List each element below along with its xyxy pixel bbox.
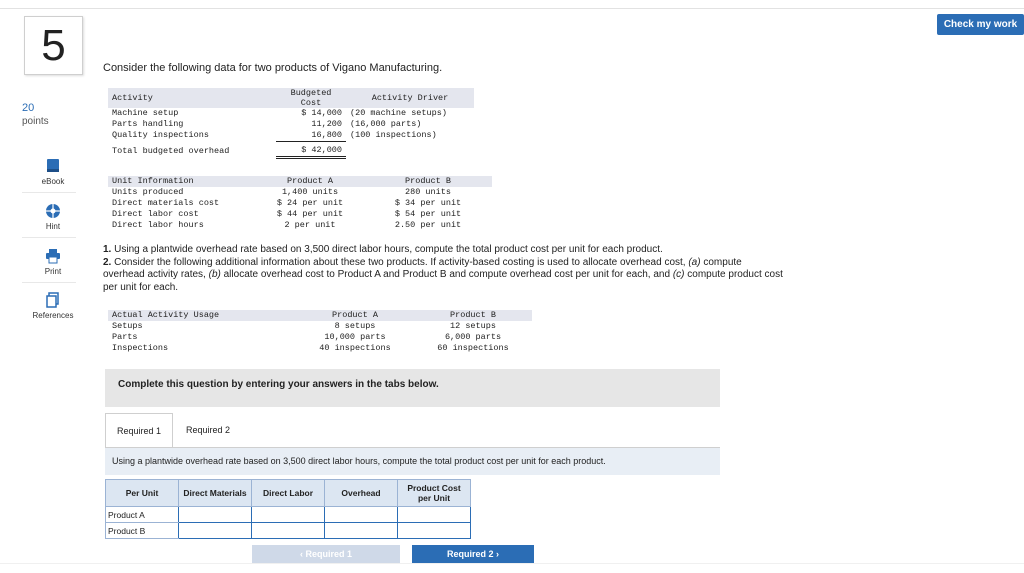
tab-required-2[interactable]: Required 2 [175,413,241,447]
row-product-b: 60 inspections [437,343,509,353]
row-label: Direct labor hours [112,220,204,230]
header-activity-driver: Activity Driver [346,88,474,108]
total-cost: $ 42,000 [276,142,346,158]
chevron-left-icon: ‹ [299,549,303,559]
header-unit-information: Unit Information [108,176,256,187]
row-cost: $ 14,000 [301,108,342,118]
row-product-b: 6,000 parts [444,332,502,342]
print-icon [45,248,61,264]
references-button[interactable] [20,292,86,320]
row-product-b: 2.50 per unit [394,220,462,230]
panel-text: Complete this question by entering your answers in the tabs below. [118,379,439,390]
row-product-a: 2 per unit [284,220,336,230]
table-header-row [108,88,474,108]
product-b-direct-labor-input[interactable] [252,523,325,539]
references-label: References [32,311,74,320]
row-label: Direct materials cost [112,198,220,208]
question-number: 5 [24,16,83,75]
row-activity: Machine setup [112,108,179,118]
hint-label: Hint [45,222,61,231]
product-a-direct-materials-input[interactable] [179,507,252,523]
instruction-part-c-text: compute product cost per unit for each. [103,269,783,293]
row-product-a: 1,400 units [281,187,339,197]
table-row [108,130,474,142]
header-cost-line1: Budgeted [290,88,332,98]
table-row [108,332,532,343]
answer-table [105,479,471,539]
row-label: Direct labor cost [112,209,199,219]
row-product-a: 40 inspections [319,343,391,353]
row-label: Setups [112,321,143,331]
table-row [108,209,492,220]
next-required-button[interactable] [412,545,534,563]
instruction-2-text: Consider the following additional information about these two products. If activity-based costing is used to allocate overhead cost, [114,256,686,268]
row-product-b: 12 setups [450,321,496,331]
header-per-unit: Per Unit [106,480,179,507]
ebook-label: eBook [41,177,65,186]
row-product-a: 10,000 parts [324,332,386,342]
tab-required-1[interactable]: Required 1 [105,413,173,448]
overhead-table [108,88,474,159]
print-button[interactable] [20,248,86,276]
table-header-row [108,310,532,321]
table-row [108,343,532,354]
header-direct-materials: Direct Materials [179,480,252,507]
row-product-b: $ 54 per unit [394,209,462,219]
instruction-1-text: Using a plantwide overhead rate based on 3,500 direct labor hours, compute the total product cost per unit for each product. [114,244,663,255]
header-direct-labor: Direct Labor [252,480,325,507]
previous-required-button[interactable] [252,545,400,563]
activity-usage-table [108,310,532,354]
question-instructions [103,244,783,294]
row-product-a: $ 24 per unit [276,198,344,208]
header-activity-usage: Actual Activity Usage [108,310,296,321]
row-activity: Quality inspections [112,130,209,141]
instruction-part-a: (a) [688,256,701,268]
row-product-b: $ 34 per unit [394,198,462,208]
instruction-part-b: (b) [208,269,221,280]
header-product-a: Product A [296,310,414,321]
next-label: Required 2 [446,549,494,559]
row-label-product-b: Product B [106,523,179,539]
header-overhead: Overhead [325,480,398,507]
hint-button[interactable] [20,203,86,231]
answer-row-product-b [106,523,471,539]
instruction-part-a-text: compute overhead activity rates, [103,256,742,280]
points-indicator [22,102,49,128]
header-product-a: Product A [256,176,364,187]
row-product-a: $ 44 per unit [276,209,344,219]
question-intro: Consider the following data for two products of Vigano Manufacturing. [103,62,443,74]
ebook-button[interactable] [20,158,86,186]
check-my-work-button[interactable]: Check my work [937,14,1024,35]
header-cost-line2: Cost [300,98,322,108]
points-label: points [22,116,49,127]
product-a-product-cost-input[interactable] [398,507,471,523]
header-product-b: Product B [414,310,532,321]
row-cost: 11,200 [311,119,342,129]
product-b-direct-materials-input[interactable] [179,523,252,539]
row-product-a: 8 setups [334,321,376,331]
instruction-2-number: 2. [103,256,112,268]
row-label-product-a: Product A [106,507,179,523]
product-b-overhead-input[interactable] [325,523,398,539]
row-activity: Parts handling [112,119,184,129]
row-label: Inspections [112,343,169,353]
instruction-part-b-text: allocate overhead cost to Product A and Product B and compute overhead cost per unit for each, and [223,269,671,280]
references-icon [45,292,61,308]
header-budgeted-cost [276,88,346,108]
table-row [108,220,492,231]
header-activity: Activity [108,88,276,108]
hint-icon [45,203,61,219]
table-row [108,198,492,209]
unit-information-table [108,176,492,231]
row-product-b: 280 units [405,187,451,197]
instruction-2 [103,257,783,295]
row-label: Parts [112,332,138,342]
product-a-direct-labor-input[interactable] [252,507,325,523]
row-cost: 16,800 [276,130,346,142]
instructions-panel [105,369,720,407]
required-1-prompt [105,448,720,475]
table-row [108,321,532,332]
total-label: Total budgeted overhead [112,145,230,156]
previous-label: Required 1 [305,549,353,559]
answer-header-row [106,480,471,507]
product-a-overhead-input[interactable] [325,507,398,523]
table-row [108,187,492,198]
table-header-row [108,176,492,187]
chevron-right-icon: › [496,549,500,559]
row-driver: (20 machine setups) [350,108,447,118]
points-value: 20 [22,102,35,114]
table-total-row [108,142,474,158]
header-product-b: Product B [364,176,492,187]
print-label: Print [44,267,62,276]
instruction-1-number: 1. [103,244,112,255]
table-row [108,108,474,119]
row-label: Units produced [112,187,184,197]
header-product-cost: Product Cost per Unit [398,480,471,507]
instruction-part-c: (c) [672,269,685,280]
row-driver: (16,000 parts) [350,119,422,129]
row-driver: (100 inspections) [350,130,437,141]
ebook-icon [45,158,61,174]
instruction-1 [103,244,783,257]
answer-row-product-a [106,507,471,523]
product-b-product-cost-input[interactable] [398,523,471,539]
required-1-text: Using a plantwide overhead rate based on 3,500 direct labor hours, compute the total product cost per unit for each product. [112,456,606,466]
table-row [108,119,474,130]
